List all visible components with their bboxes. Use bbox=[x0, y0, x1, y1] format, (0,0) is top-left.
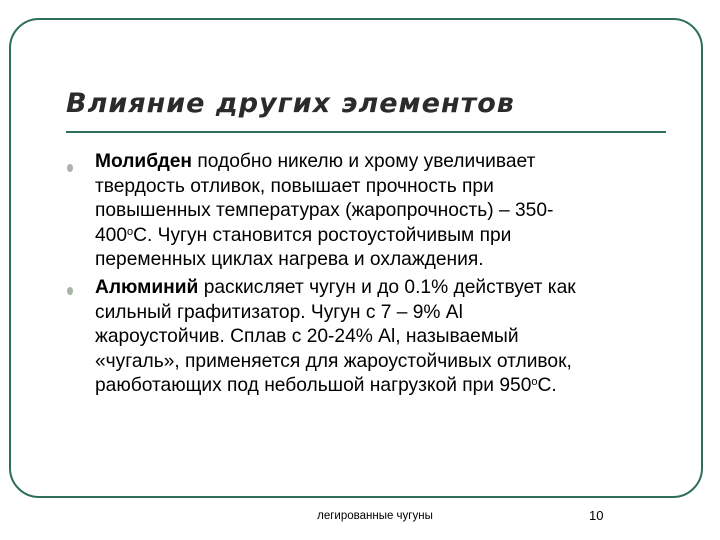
bullet-aluminium bbox=[95, 276, 660, 399]
slide-footer: легированные чугуны bbox=[317, 510, 433, 522]
degree-superscript: o bbox=[127, 225, 134, 238]
bullet-text: С. Чугун становится ростоустойчивым при bbox=[133, 224, 512, 246]
bullet-text: повышенных температурах (жаропрочность) – 350- bbox=[95, 200, 554, 221]
bullet-text: 400 bbox=[95, 224, 128, 246]
bullet-text: С. bbox=[537, 375, 557, 396]
page-number: 10 bbox=[589, 508, 604, 523]
bullet-text: переменных циклах нагрева и охлаждения. bbox=[95, 249, 484, 270]
degree-superscript: o bbox=[531, 376, 538, 388]
bullet-term: Алюминий bbox=[95, 277, 199, 298]
bullet-term: Молибден bbox=[95, 151, 193, 172]
bullet-text: «чугаль», применяется для жароустойчивых отливок, bbox=[95, 350, 572, 372]
bullet-text: раскисляет чугун и до 0.1% действует как bbox=[198, 277, 576, 298]
bullet-molybdenum bbox=[95, 150, 660, 273]
bullet-text: жароустойчив. Сплав с 20-24% Al, называемый bbox=[95, 326, 519, 347]
bullet-text: сильный графитизатор. Чугун с 7 – 9% Al bbox=[95, 301, 463, 323]
title-underline bbox=[66, 131, 666, 133]
bullet-dot-icon bbox=[67, 164, 73, 172]
bullet-text: твердость отливок, повышает прочность при bbox=[95, 175, 494, 197]
bullet-text: раюботающих под небольшой нагрузкой при 950 bbox=[95, 375, 532, 396]
slide-title: Влияние других элементов bbox=[66, 88, 515, 119]
bullet-text: подобно никелю и хрому увеличивает bbox=[192, 151, 536, 172]
bullet-dot-icon bbox=[67, 287, 73, 295]
